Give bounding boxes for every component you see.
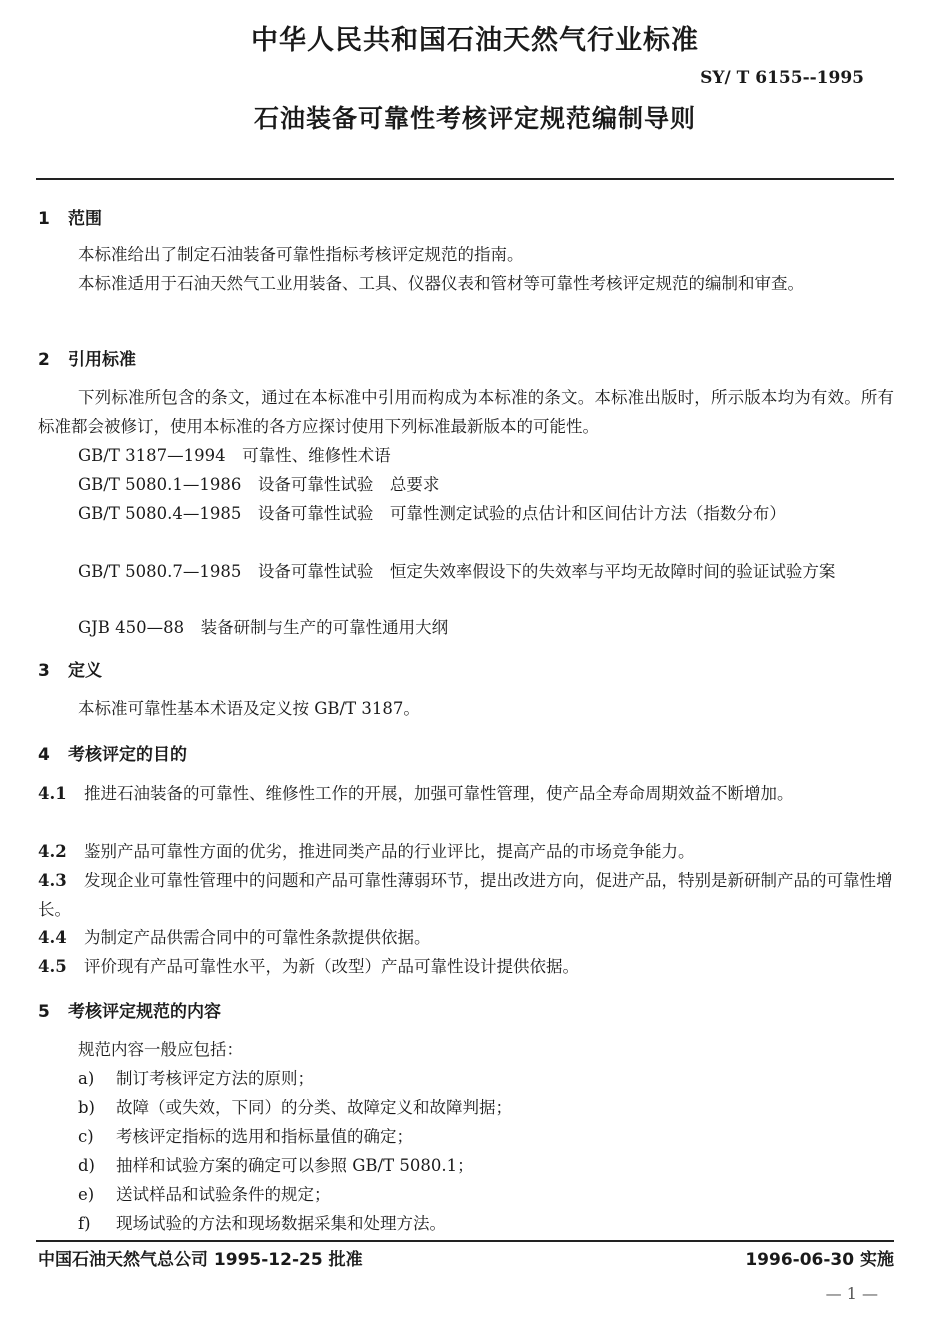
purpose-item-4-5: [38, 952, 894, 981]
reference-item: GB/T 5080.7—1985 设备可靠性试验 恒定失效率假设下的失效率与平均无故障时间的验证试验方案: [78, 562, 836, 581]
section-1-para-2: 本标准适用于石油天然气工业用装备、工具、仪器仪表和管材等可靠性考核评定规范的编制和审查。: [78, 274, 804, 293]
section-2-heading: [38, 345, 136, 370]
section-title: 考核评定的目的: [68, 745, 187, 765]
reference-item: GB/T 5080.1—1986 设备可靠性试验 总要求: [78, 475, 440, 494]
reference-item: GJB 450—88 装备研制与生产的可靠性通用大纲: [78, 618, 449, 637]
section-title: 定义: [68, 661, 102, 681]
list-marker: a): [78, 1069, 95, 1088]
section-4-heading: [38, 740, 187, 765]
clause-text: 发现企业可靠性管理中的问题和产品可靠性薄弱环节，提出改进方向，促进产品，特别是新研制产品的可靠性增长。: [38, 871, 893, 919]
purpose-item-4-1: [38, 779, 894, 808]
list-marker: b): [78, 1098, 95, 1117]
list-marker: c): [78, 1127, 94, 1146]
section-3-heading: [38, 656, 102, 681]
content-list-item: [78, 1122, 413, 1151]
content-list-item: [78, 1209, 446, 1238]
content-list-item: [78, 1151, 474, 1180]
clause-text: 评价现有产品可靠性水平，为新（改型）产品可靠性设计提供依据。: [84, 957, 579, 976]
clause-number: 4.1: [38, 784, 67, 803]
section-number: 5: [38, 1002, 50, 1022]
section-2-para-1: 下列标准所包含的条文，通过在本标准中引用而构成为本标准的条文。本标准出版时，所示版本均为有效。所有标准都会被修订，使用本标准的各方应探讨使用下列标准最新版本的可能性。: [38, 388, 894, 436]
section-1-para-1: 本标准给出了制定石油装备可靠性指标考核评定规范的指南。: [78, 245, 524, 264]
purpose-item-4-3: [38, 866, 894, 924]
approval-line: 中国石油天然气总公司 1995-12-25 批准: [38, 1250, 363, 1270]
effective-date: 1996-06-30 实施: [745, 1250, 894, 1270]
section-number: 2: [38, 350, 50, 370]
list-text: 制订考核评定方法的原则；: [116, 1069, 314, 1088]
content-list-item: [78, 1093, 512, 1122]
list-text: 现场试验的方法和现场数据采集和处理方法。: [116, 1214, 446, 1233]
section-3-para-1: 本标准可靠性基本术语及定义按 GB/T 3187。: [78, 699, 420, 718]
clause-text: 鉴别产品可靠性方面的优劣，推进同类产品的行业评比，提高产品的市场竞争能力。: [84, 842, 695, 861]
content-list-item: [78, 1064, 314, 1093]
section-number: 1: [38, 209, 50, 229]
list-text: 考核评定指标的选用和指标量值的确定；: [116, 1127, 413, 1146]
reference-item: GB/T 3187—1994 可靠性、维修性术语: [78, 446, 391, 465]
standard-category-title: 中华人民共和国石油天然气行业标准: [251, 25, 699, 56]
section-number: 4: [38, 745, 50, 765]
purpose-item-4-2: [38, 837, 894, 866]
document-title: 石油装备可靠性考核评定规范编制导则: [253, 104, 696, 133]
section-5-intro: 规范内容一般应包括：: [78, 1040, 243, 1059]
section-number: 3: [38, 661, 50, 681]
purpose-item-4-4: [38, 923, 894, 952]
list-text: 送试样品和试验条件的规定；: [116, 1185, 331, 1204]
list-text: 故障（或失效，下同）的分类、故障定义和故障判据；: [116, 1098, 512, 1117]
clause-number: 4.3: [38, 871, 67, 890]
reference-item: GB/T 5080.4—1985 设备可靠性试验 可靠性测定试验的点估计和区间估计方法（指数分布）: [78, 504, 786, 523]
clause-number: 4.4: [38, 928, 67, 947]
section-5-heading: [38, 997, 221, 1022]
standard-code: SY/ T 6155--1995: [700, 68, 864, 88]
list-marker: d): [78, 1156, 95, 1175]
content-list-item: [78, 1180, 331, 1209]
clause-number: 4.5: [38, 957, 67, 976]
clause-number: 4.2: [38, 842, 67, 861]
list-marker: e): [78, 1185, 95, 1204]
header-divider: [36, 178, 894, 180]
clause-text: 推进石油装备的可靠性、维修性工作的开展，加强可靠性管理，使产品全寿命周期效益不断增加。: [84, 784, 794, 803]
footer-divider: [36, 1240, 894, 1242]
section-title: 考核评定规范的内容: [68, 1002, 221, 1022]
page-number: — 1 —: [825, 1284, 878, 1303]
clause-text: 为制定产品供需合同中的可靠性条款提供依据。: [84, 928, 431, 947]
section-1-heading: [38, 204, 102, 229]
section-title: 引用标准: [68, 350, 136, 370]
list-text: 抽样和试验方案的确定可以参照 GB/T 5080.1；: [116, 1156, 474, 1175]
section-title: 范围: [68, 209, 102, 229]
list-marker: f): [78, 1214, 91, 1233]
